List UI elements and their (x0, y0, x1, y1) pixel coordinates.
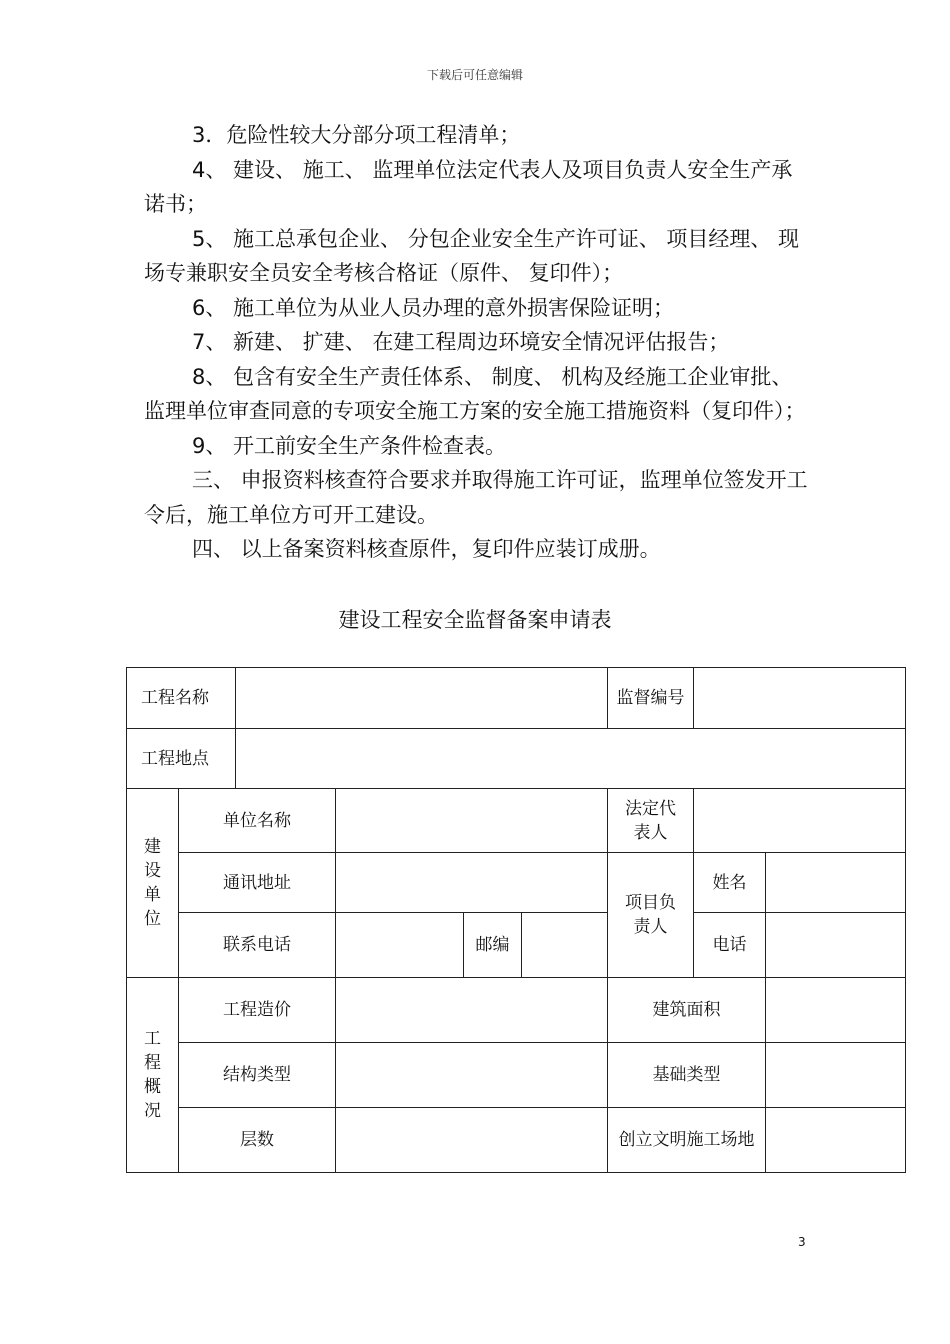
paragraph: 5、 施工总承包企业、 分包企业安全生产许可证、 项目经理、 现场专兼职安全员安全考核合格证（原件、 复印件）； (144, 226, 800, 285)
civilized-site-text: 创立文明施工场地 (618, 1130, 755, 1150)
name-field[interactable] (766, 853, 906, 913)
project-leader-text: 项目负责人 (625, 893, 676, 937)
builder-group-label (127, 789, 179, 978)
phone-label: 电话 (694, 913, 766, 978)
paragraph: 3．危险性较大分部分项工程清单； (192, 123, 521, 147)
civilized-site-field[interactable] (766, 1108, 906, 1173)
paragraph: 4、 建设、 施工、 监理单位法定代表人及项目负责人安全生产承诺书； (144, 157, 793, 216)
supervision-no-field[interactable] (694, 668, 906, 729)
postcode-label: 邮编 (464, 913, 522, 978)
floors-label: 层数 (179, 1108, 336, 1173)
paragraph: 6、 施工单位为从业人员办理的意外损害保险证明； (192, 295, 675, 320)
project-name-label: 工程名称 (127, 668, 236, 729)
filing-form-table (126, 667, 906, 1173)
paragraph: 8、 包含有安全生产责任体系、 制度、 机构及经施工企业审批、 监理单位审查同意的专项安全施工方案的安全施工措施资料（复印件）； (144, 364, 806, 423)
structure-type-field[interactable] (336, 1043, 608, 1108)
builder-group-text: 建设单位 (144, 837, 161, 929)
legal-rep-field[interactable] (694, 789, 906, 853)
postcode-field[interactable] (522, 913, 608, 978)
foundation-type-field[interactable] (766, 1043, 906, 1108)
address-field[interactable] (336, 853, 608, 913)
civilized-site-label (608, 1108, 766, 1173)
phone-field[interactable] (766, 913, 906, 978)
page-number: 3 (798, 1235, 806, 1249)
paragraph: 7、 新建、 扩建、 在建工程周边环境安全情况评估报告； (192, 330, 730, 354)
cost-label: 工程造价 (179, 978, 336, 1043)
project-location-field[interactable] (236, 729, 906, 789)
unit-name-field[interactable] (336, 789, 608, 853)
floor-area-label: 建筑面积 (608, 978, 766, 1043)
project-location-label: 工程地点 (127, 729, 236, 789)
unit-name-label: 单位名称 (179, 789, 336, 853)
floor-area-field[interactable] (766, 978, 906, 1043)
paragraph: 三、 申报资料核查符合要求并取得施工许可证，监理单位签发开工令后，施工单位方可开工建设。 (144, 468, 808, 527)
name-label: 姓名 (694, 853, 766, 913)
floors-field[interactable] (336, 1108, 608, 1173)
project-name-field[interactable] (236, 668, 608, 729)
project-leader-label (608, 853, 694, 978)
body-text (144, 118, 808, 567)
cost-field[interactable] (336, 978, 608, 1043)
overview-group-text: 工程概况 (144, 1029, 161, 1121)
overview-group-label (127, 978, 179, 1173)
supervision-no-label: 监督编号 (608, 668, 694, 729)
legal-rep-label (608, 789, 694, 853)
form-title: 建设工程安全监督备案申请表 (338, 608, 612, 632)
header-note: 下载后可任意编辑 (426, 68, 523, 82)
structure-type-label: 结构类型 (179, 1043, 336, 1108)
contact-phone-label: 联系电话 (179, 913, 336, 978)
legal-rep-text: 法定代表人 (625, 798, 676, 843)
foundation-type-label: 基础类型 (608, 1043, 766, 1108)
paragraph: 四、 以上备案资料核查原件，复印件应装订成册。 (192, 537, 661, 561)
contact-phone-field[interactable] (336, 913, 464, 978)
address-label: 通讯地址 (179, 853, 336, 913)
paragraph: 9、 开工前安全生产条件检查表。 (192, 433, 507, 458)
